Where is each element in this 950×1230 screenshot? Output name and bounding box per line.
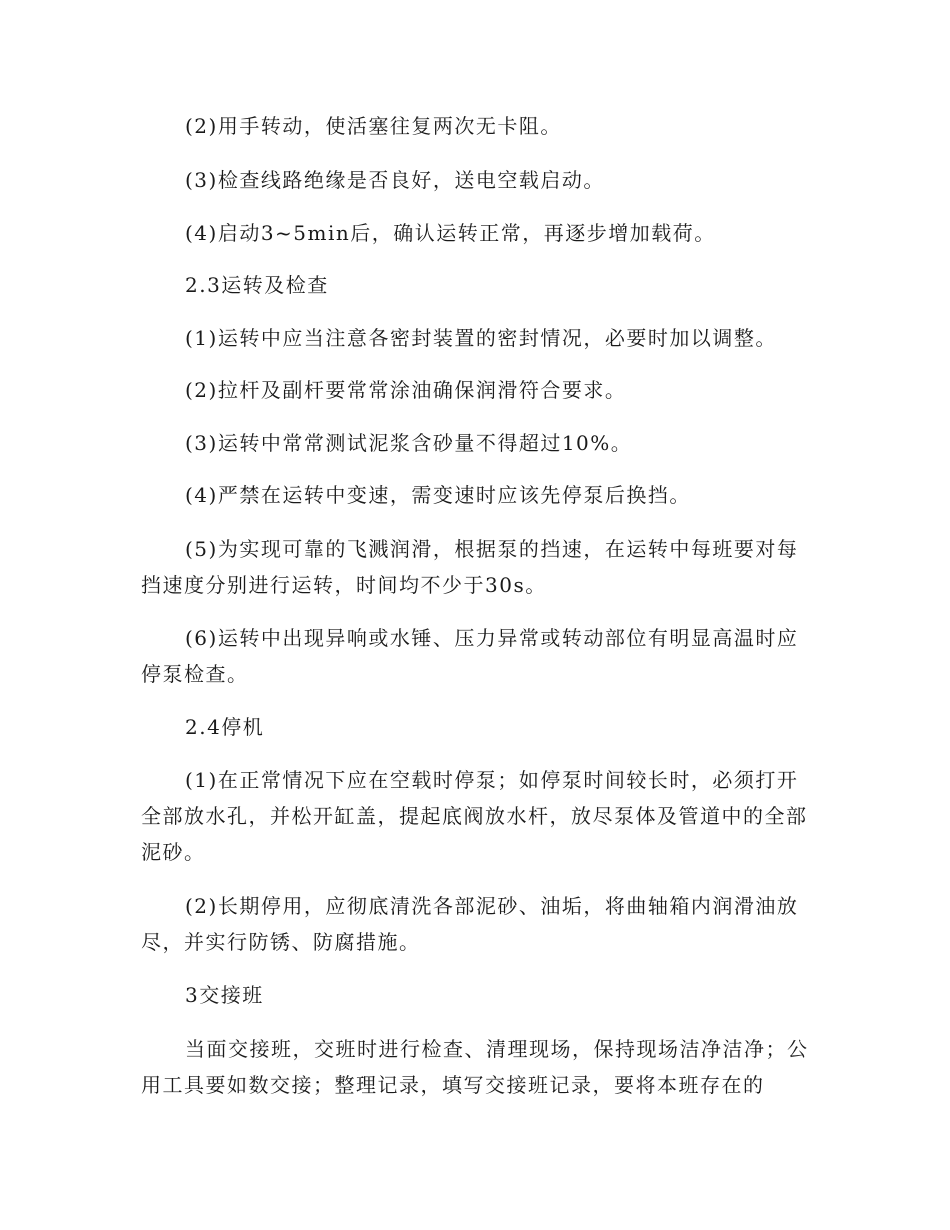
paragraph-long-term-storage: (2)长期停用，应彻底清洗各部泥砂、油垢，将曲轴箱内润滑油放尽，并实行防锈、防腐措施。 — [141, 894, 799, 954]
paragraph-no-speed-change: (4)严禁在运转中变速，需变速时应该先停泵后换挡。 — [185, 483, 691, 507]
section-heading-operation-check: 2.3运转及检查 — [185, 273, 329, 297]
paragraph-hand-rotate: (2)用手转动，使活塞往复两次无卡阻。 — [185, 114, 562, 138]
paragraph-splash-lubrication: (5)为实现可靠的飞溅润滑，根据泵的挡速，在运转中每班要对每挡速度分别进行运转，时间均不少于30s。 — [141, 537, 799, 597]
paragraph-handover-procedure: 当面交接班，交班时进行检查、清理现场，保持现场洁净洁净；公用工具要如数交接；整理记录，填写交接班记录，要将本班存在的 — [141, 1037, 809, 1097]
paragraph-sand-content: (3)运转中常常测试泥浆含砂量不得超过10%。 — [185, 431, 633, 455]
paragraph-rod-lubrication: (2)拉杆及副杆要常常涂油确保润滑符合要求。 — [185, 378, 627, 402]
paragraph-seal-check: (1)运转中应当注意各密封装置的密封情况，必要时加以调整。 — [185, 326, 777, 350]
paragraph-startup-load: (4)启动3~5min后，确认运转正常，再逐步增加载荷。 — [185, 221, 716, 245]
paragraph-abnormal-stop: (6)运转中出现异响或水锤、压力异常或转动部位有明显高温时应停泵检查。 — [141, 626, 799, 686]
paragraph-idle-stop: (1)在正常情况下应在空载时停泵；如停泵时间较长时，必须打开全部放水孔，并松开缸盖，提起底阀放水杆，放尽泵体及管道中的全部泥砂。 — [141, 768, 808, 864]
paragraph-check-insulation: (3)检查线路绝缘是否良好，送电空载启动。 — [185, 168, 605, 192]
section-heading-shift-handover: 3交接班 — [185, 983, 264, 1007]
section-heading-shutdown: 2.4停机 — [185, 715, 265, 739]
